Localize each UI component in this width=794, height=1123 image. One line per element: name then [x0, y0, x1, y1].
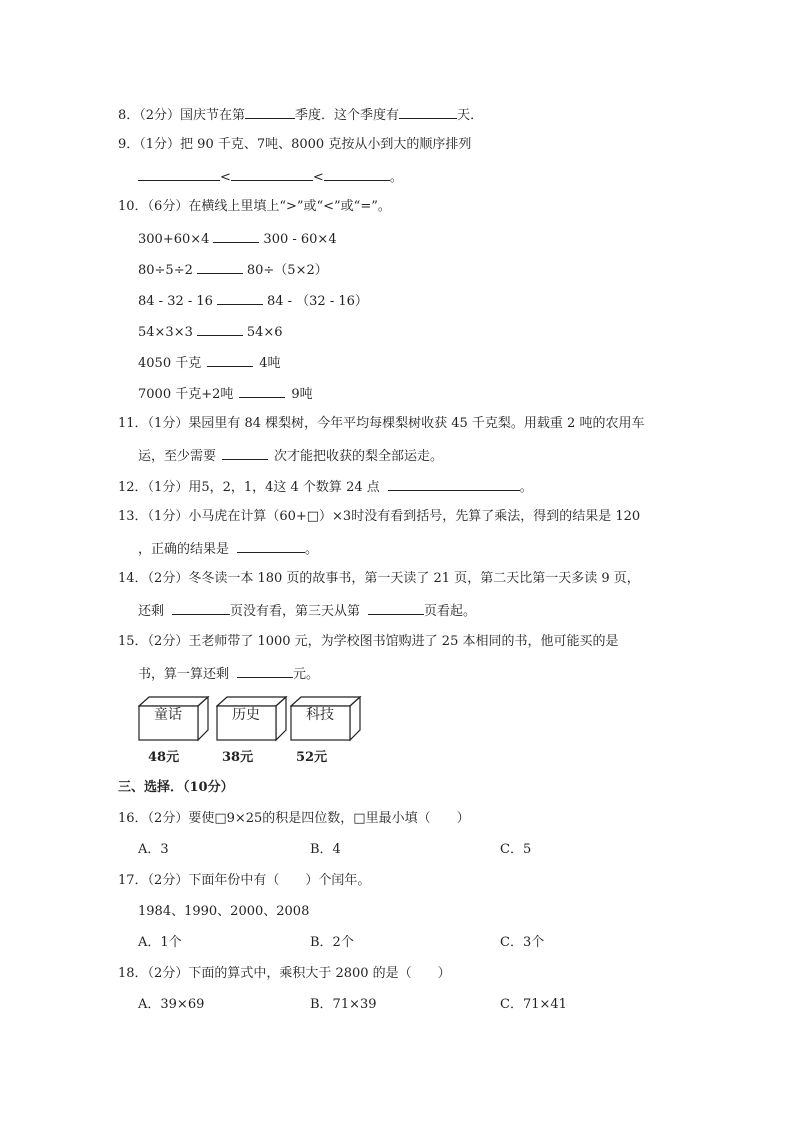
question-17-years: 1984、1990、2000、2008	[138, 904, 310, 919]
question-13: 13．（1分）小马虎在计算（60+□）×3时没有看到括号，先算了乘法，得到的结果是 120	[118, 509, 641, 524]
compare-row	[138, 228, 337, 250]
question-14-text: 页没有看，第三天从第	[230, 604, 361, 619]
question-18: 18．（2分）下面的算式中，乘积大于 2800 的是（ ）	[118, 966, 451, 981]
book-title: 科技	[306, 707, 334, 723]
compare-row	[138, 321, 283, 343]
question-8	[118, 104, 483, 126]
book-title: 童话	[154, 707, 182, 723]
question-13-text: ，正确的结果是	[138, 542, 230, 557]
answer-blank[interactable]	[172, 600, 230, 615]
answer-blank[interactable]	[231, 166, 313, 181]
answer-blank[interactable]	[138, 166, 220, 181]
option-c[interactable]: C．3个	[500, 935, 545, 950]
compare-row	[138, 259, 328, 281]
compare-right: 54×6	[246, 325, 283, 340]
book-price: 48元	[148, 750, 180, 765]
sentence-end: 。	[519, 480, 533, 495]
book-title: 历史	[232, 707, 260, 723]
question-15-line2	[138, 663, 319, 685]
question-15-text: 元。	[293, 667, 320, 682]
section-3-heading: 三、选择．（10分）	[118, 780, 234, 795]
question-14-text: 还剩	[138, 604, 165, 619]
compare-right: 84 - （32 - 16）	[266, 294, 368, 309]
option-a[interactable]: A．1个	[138, 935, 182, 950]
question-14-line2	[138, 600, 476, 622]
sentence-end: 。	[305, 542, 319, 557]
book-price: 52元	[296, 750, 328, 765]
question-8-mid: 季度．这个季度有	[295, 108, 400, 123]
book-history	[216, 696, 288, 765]
compare-right: 4吨	[259, 356, 281, 371]
answer-blank[interactable]	[213, 228, 259, 243]
option-c[interactable]: C．71×41	[500, 997, 567, 1012]
question-14-text: 页看起。	[424, 604, 477, 619]
compare-right: 9吨	[291, 387, 313, 402]
compare-row	[138, 352, 281, 374]
compare-left: 7000 千克+2吨	[138, 387, 234, 402]
question-8-suffix: 天．	[457, 108, 484, 123]
question-12	[118, 476, 533, 498]
question-15: 15．（2分）王老师带了 1000 元，为学校图书馆购进了 25 本相同的书，他可能买的是	[118, 634, 619, 649]
compare-row	[138, 290, 368, 312]
question-17: 17．（2分）下面年份中有（ ）个闰年。	[118, 873, 371, 888]
answer-blank[interactable]	[388, 476, 520, 491]
question-11-text: 次才能把收获的梨全部运走。	[274, 449, 444, 464]
compare-left: 300+60×4	[138, 232, 210, 247]
compare-right: 80÷（5×2）	[246, 263, 328, 278]
compare-left: 80÷5÷2	[138, 263, 193, 278]
answer-blank[interactable]	[239, 383, 285, 398]
answer-blank[interactable]	[245, 104, 295, 119]
answer-blank[interactable]	[197, 321, 243, 336]
compare-right: 300 - 60×4	[263, 232, 337, 247]
compare-row	[138, 383, 313, 405]
answer-blank[interactable]	[324, 166, 390, 181]
book-fairy-tale	[138, 696, 210, 765]
book-price: 38元	[222, 750, 254, 765]
compare-left: 84 - 32 - 16	[138, 294, 213, 309]
option-a[interactable]: A．39×69	[138, 997, 205, 1012]
question-11-line2	[138, 445, 443, 467]
question-11: 11．（1分）果园里有 84 棵梨树，今年平均每棵梨树收获 45 千克梨。用载重 2 吨的农用车	[118, 416, 645, 431]
answer-blank[interactable]	[207, 352, 253, 367]
answer-blank[interactable]	[237, 538, 305, 553]
question-12-text: 12．（1分）用5，2，1，4这 4 个数算 24 点	[118, 480, 380, 495]
option-c[interactable]: C．5	[500, 842, 532, 857]
answer-blank[interactable]	[222, 445, 268, 460]
answer-blank[interactable]	[368, 600, 424, 615]
question-9-answer-line	[138, 166, 403, 188]
books-illustration	[138, 696, 368, 765]
question-16: 16．（2分）要使□9×25的积是四位数，□里最小填（ ）	[118, 811, 470, 826]
question-11-text: 运，至少需要	[138, 449, 217, 464]
option-b[interactable]: B．2个	[310, 935, 354, 950]
compare-left: 54×3×3	[138, 325, 193, 340]
question-8-prefix: 8．（2分）国庆节在第	[118, 108, 246, 123]
option-b[interactable]: B．71×39	[310, 997, 377, 1012]
question-9: 9．（1分）把 90 千克、7吨、8000 克按从小到大的顺序排列	[118, 137, 472, 152]
question-13-line2	[138, 538, 318, 560]
option-a[interactable]: A．3	[138, 842, 169, 857]
question-14: 14．（2分）冬冬读一本 180 页的故事书，第一天读了 21 页，第二天比第一天多读 9 页，	[118, 571, 640, 586]
question-10: 10．（6分）在横线上里填上“>”或“<”或“=”。	[118, 199, 391, 214]
answer-blank[interactable]	[237, 663, 293, 678]
less-than-sign: <	[312, 170, 324, 185]
answer-blank[interactable]	[217, 290, 263, 305]
less-than-sign: <	[220, 170, 231, 185]
book-science	[290, 696, 362, 765]
option-b[interactable]: B．4	[310, 842, 341, 857]
answer-blank[interactable]	[399, 104, 457, 119]
question-15-text: 书，算一算还剩	[138, 667, 230, 682]
sentence-end: 。	[389, 170, 403, 185]
answer-blank[interactable]	[197, 259, 243, 274]
compare-left: 4050 千克	[138, 356, 202, 371]
